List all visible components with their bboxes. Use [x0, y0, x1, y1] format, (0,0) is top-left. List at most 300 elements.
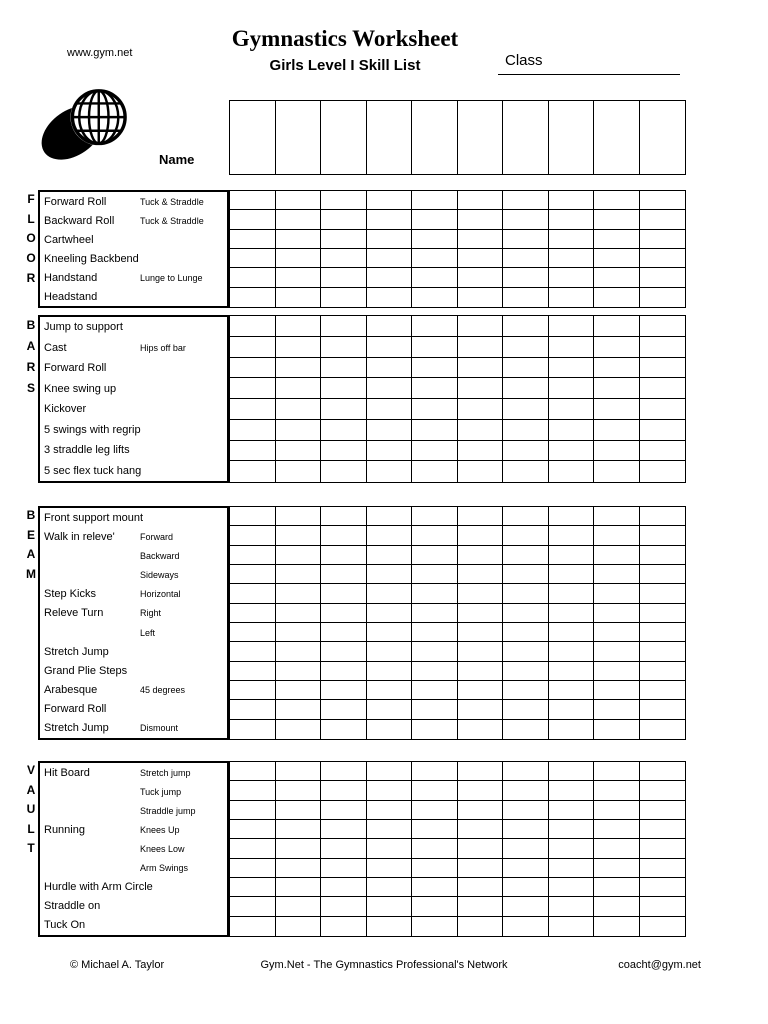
- score-cell: [276, 839, 322, 858]
- score-cell: [412, 461, 458, 482]
- score-cell: [503, 801, 549, 820]
- score-cell: [321, 584, 367, 603]
- score-cell: [594, 288, 640, 307]
- score-cell: [640, 565, 686, 584]
- score-cell: [594, 210, 640, 229]
- skill-row: [40, 916, 227, 935]
- score-cell: [549, 584, 595, 603]
- footer-network-text: Gym.Net - The Gymnastics Professional's Network: [260, 959, 508, 971]
- section-letter: S: [26, 381, 35, 395]
- score-cell: [230, 820, 276, 839]
- score-cell: [321, 700, 367, 719]
- score-cell: [549, 565, 595, 584]
- score-cell: [276, 461, 322, 482]
- score-cell: [458, 781, 504, 800]
- section-letter: R: [26, 270, 36, 285]
- skill-row: [40, 566, 227, 585]
- score-cell: [458, 507, 504, 526]
- score-cell: [230, 337, 276, 358]
- score-cell: [503, 859, 549, 878]
- score-cell: [458, 249, 504, 268]
- score-cell: [503, 700, 549, 719]
- score-cell: [230, 859, 276, 878]
- score-cell: [367, 441, 413, 462]
- score-cell: [594, 762, 640, 781]
- score-cell: [640, 249, 686, 268]
- score-cell: [276, 191, 322, 210]
- score-cell: [594, 191, 640, 210]
- globe-icon: [40, 82, 138, 162]
- skill-name: Handstand: [44, 271, 98, 284]
- score-cell: [276, 230, 322, 249]
- score-cell: [594, 604, 640, 623]
- score-cell: [230, 288, 276, 307]
- score-cell: [503, 526, 549, 545]
- score-cell: [549, 316, 595, 337]
- skill-detail: Backward: [140, 550, 180, 561]
- skill-name: Knee swing up: [44, 382, 117, 395]
- score-cell: [503, 897, 549, 916]
- name-grid-cell: [503, 101, 549, 174]
- score-cell: [230, 700, 276, 719]
- section-letter: L: [27, 211, 35, 226]
- skill-row: [40, 820, 227, 839]
- skill-name: Kickover: [44, 403, 87, 416]
- score-cell: [321, 230, 367, 249]
- score-cell: [276, 681, 322, 700]
- score-cell: [412, 230, 458, 249]
- score-cell: [230, 316, 276, 337]
- section-letters: [24, 506, 38, 584]
- score-cell: [549, 662, 595, 681]
- score-cell: [549, 337, 595, 358]
- score-cell: [367, 681, 413, 700]
- score-cell: [503, 762, 549, 781]
- score-cell: [230, 507, 276, 526]
- score-cell: [230, 681, 276, 700]
- score-cell: [321, 820, 367, 839]
- score-cell: [412, 526, 458, 545]
- score-cell: [321, 507, 367, 526]
- score-cell: [276, 878, 322, 897]
- score-cell: [230, 210, 276, 229]
- score-cell: [367, 565, 413, 584]
- score-cell: [458, 441, 504, 462]
- skill-list-box: [38, 761, 229, 937]
- score-cell: [230, 268, 276, 287]
- score-cell: [412, 623, 458, 642]
- score-cell: [640, 584, 686, 603]
- name-grid-cell: [276, 101, 322, 174]
- score-cell: [230, 378, 276, 399]
- score-cell: [594, 399, 640, 420]
- score-cell: [640, 642, 686, 661]
- score-cell: [458, 917, 504, 936]
- score-cell: [230, 720, 276, 739]
- score-cell: [594, 859, 640, 878]
- score-cell: [367, 316, 413, 337]
- score-cell: [321, 801, 367, 820]
- score-cell: [549, 781, 595, 800]
- score-cell: [230, 420, 276, 441]
- score-cell: [412, 210, 458, 229]
- score-cell: [503, 546, 549, 565]
- score-cell: [458, 316, 504, 337]
- skill-name: Releve Turn: [44, 607, 104, 620]
- score-cell: [230, 584, 276, 603]
- skill-detail: Straddle jump: [140, 805, 196, 816]
- score-cell: [458, 820, 504, 839]
- name-grid-cell: [549, 101, 595, 174]
- skill-row: [40, 763, 227, 782]
- score-cell: [276, 358, 322, 379]
- score-cell: [276, 917, 322, 936]
- skill-row: [40, 623, 227, 642]
- score-cell: [640, 878, 686, 897]
- score-cell: [549, 461, 595, 482]
- score-cell: [230, 191, 276, 210]
- score-cell: [230, 839, 276, 858]
- section-beam: [0, 506, 768, 740]
- score-cell: [549, 526, 595, 545]
- score-cell: [367, 507, 413, 526]
- score-cell: [640, 839, 686, 858]
- score-cell: [594, 681, 640, 700]
- score-cell: [640, 230, 686, 249]
- section-letter: T: [27, 841, 35, 856]
- score-cell: [412, 681, 458, 700]
- score-cell: [503, 681, 549, 700]
- score-cell: [276, 441, 322, 462]
- skill-name: Hurdle with Arm Circle: [44, 881, 153, 894]
- score-cell: [412, 191, 458, 210]
- score-cell: [367, 801, 413, 820]
- score-cell: [594, 546, 640, 565]
- score-cell: [367, 584, 413, 603]
- score-cell: [276, 316, 322, 337]
- section-letter: O: [26, 250, 36, 265]
- score-cell: [458, 337, 504, 358]
- score-cell: [276, 378, 322, 399]
- skill-row: [40, 859, 227, 878]
- skill-row: [40, 317, 227, 338]
- class-label: Class: [505, 52, 543, 69]
- score-cell: [503, 839, 549, 858]
- score-cell: [549, 268, 595, 287]
- score-cell: [230, 546, 276, 565]
- skill-row: [40, 642, 227, 661]
- score-cell: [503, 268, 549, 287]
- score-cell: [276, 720, 322, 739]
- score-cell: [367, 249, 413, 268]
- skill-name: Jump to support: [44, 321, 123, 334]
- skill-name: Cast: [44, 341, 67, 354]
- score-cell: [503, 249, 549, 268]
- score-cell: [640, 546, 686, 565]
- score-cell: [230, 604, 276, 623]
- score-cell: [640, 623, 686, 642]
- website-url: www.gym.net: [67, 47, 133, 59]
- score-cell: [549, 801, 595, 820]
- score-cell: [594, 623, 640, 642]
- score-cell: [458, 681, 504, 700]
- score-cell: [321, 420, 367, 441]
- score-cell: [594, 268, 640, 287]
- score-cell: [503, 358, 549, 379]
- score-cell: [458, 399, 504, 420]
- score-cell: [367, 191, 413, 210]
- skill-name: Running: [44, 823, 85, 836]
- score-cell: [503, 399, 549, 420]
- score-cell: [458, 801, 504, 820]
- skill-row: [40, 268, 227, 287]
- score-cell: [503, 720, 549, 739]
- score-cell: [276, 546, 322, 565]
- score-cell: [367, 546, 413, 565]
- score-cell: [549, 859, 595, 878]
- score-cell: [321, 441, 367, 462]
- section-bars: [0, 315, 768, 483]
- score-cell: [276, 565, 322, 584]
- score-cell: [230, 249, 276, 268]
- page-title: Gymnastics Worksheet: [231, 26, 459, 51]
- score-cell: [549, 546, 595, 565]
- skill-name: 5 swings with regrip: [44, 423, 141, 436]
- name-grid-cell: [321, 101, 367, 174]
- score-cell: [321, 288, 367, 307]
- score-cell: [367, 720, 413, 739]
- score-cell: [276, 623, 322, 642]
- score-cell: [503, 210, 549, 229]
- score-cell: [640, 268, 686, 287]
- score-cell: [230, 878, 276, 897]
- score-cell: [458, 878, 504, 897]
- score-cell: [594, 897, 640, 916]
- skill-row: [40, 801, 227, 820]
- name-grid-cell: [412, 101, 458, 174]
- score-cell: [640, 700, 686, 719]
- score-cell: [367, 781, 413, 800]
- name-grid-cell: [458, 101, 504, 174]
- score-cell: [321, 565, 367, 584]
- skill-detail: Stretch jump: [140, 767, 191, 778]
- score-cell: [412, 584, 458, 603]
- score-grid: [229, 761, 686, 937]
- score-grid: [229, 506, 686, 740]
- score-cell: [367, 420, 413, 441]
- skill-name: Kneeling Backbend: [44, 252, 139, 265]
- score-cell: [594, 917, 640, 936]
- name-grid-cell: [367, 101, 413, 174]
- score-cell: [640, 210, 686, 229]
- skill-list-box: [38, 315, 229, 483]
- skill-list-box: [38, 506, 229, 740]
- score-cell: [640, 441, 686, 462]
- score-cell: [367, 762, 413, 781]
- score-cell: [594, 249, 640, 268]
- score-cell: [412, 565, 458, 584]
- score-cell: [594, 781, 640, 800]
- score-cell: [458, 230, 504, 249]
- score-cell: [458, 762, 504, 781]
- score-cell: [549, 399, 595, 420]
- score-cell: [503, 781, 549, 800]
- score-cell: [549, 210, 595, 229]
- score-cell: [412, 316, 458, 337]
- score-cell: [230, 662, 276, 681]
- score-cell: [276, 859, 322, 878]
- score-cell: [230, 441, 276, 462]
- score-cell: [276, 820, 322, 839]
- score-cell: [503, 378, 549, 399]
- skill-detail: Horizontal: [140, 589, 181, 600]
- score-cell: [549, 897, 595, 916]
- score-cell: [640, 378, 686, 399]
- skill-detail: Lunge to Lunge: [140, 272, 203, 283]
- name-grid-cell: [594, 101, 640, 174]
- score-cell: [549, 604, 595, 623]
- score-cell: [412, 762, 458, 781]
- score-cell: [321, 268, 367, 287]
- page-subtitle: Girls Level I Skill List: [269, 57, 421, 74]
- skill-name: Headstand: [44, 290, 98, 303]
- score-cell: [640, 461, 686, 482]
- score-cell: [230, 358, 276, 379]
- skill-row: [40, 839, 227, 858]
- score-cell: [458, 191, 504, 210]
- score-cell: [594, 507, 640, 526]
- score-cell: [412, 642, 458, 661]
- skill-name: Front support mount: [44, 511, 144, 524]
- score-cell: [412, 820, 458, 839]
- skill-detail: Knees Low: [140, 843, 185, 854]
- score-cell: [549, 249, 595, 268]
- score-cell: [412, 700, 458, 719]
- score-cell: [549, 230, 595, 249]
- skill-detail: Arm Swings: [140, 863, 189, 874]
- skill-name: 5 sec flex tuck hang: [44, 464, 142, 477]
- score-cell: [230, 917, 276, 936]
- score-cell: [640, 337, 686, 358]
- score-cell: [640, 681, 686, 700]
- score-cell: [549, 681, 595, 700]
- score-cell: [412, 839, 458, 858]
- score-cell: [458, 461, 504, 482]
- score-cell: [230, 897, 276, 916]
- score-cell: [321, 642, 367, 661]
- skill-name: Step Kicks: [44, 588, 96, 601]
- score-cell: [458, 378, 504, 399]
- section-floor: [0, 190, 768, 308]
- score-cell: [503, 441, 549, 462]
- score-cell: [503, 316, 549, 337]
- score-cell: [549, 378, 595, 399]
- score-cell: [503, 878, 549, 897]
- score-cell: [276, 642, 322, 661]
- score-cell: [594, 662, 640, 681]
- score-cell: [276, 584, 322, 603]
- skill-row: [40, 897, 227, 916]
- score-cell: [367, 662, 413, 681]
- score-cell: [412, 358, 458, 379]
- score-cell: [594, 642, 640, 661]
- skill-detail: Hips off bar: [140, 342, 186, 353]
- score-cell: [594, 230, 640, 249]
- score-cell: [321, 662, 367, 681]
- score-cell: [321, 878, 367, 897]
- section-letter: U: [26, 802, 36, 817]
- skill-detail: Tuck jump: [140, 786, 182, 797]
- score-cell: [594, 720, 640, 739]
- skill-row: [40, 604, 227, 623]
- score-cell: [276, 507, 322, 526]
- score-cell: [640, 604, 686, 623]
- score-cell: [640, 399, 686, 420]
- score-cell: [230, 642, 276, 661]
- skill-name: Hit Board: [44, 766, 90, 779]
- score-cell: [549, 507, 595, 526]
- score-cell: [367, 642, 413, 661]
- score-cell: [412, 420, 458, 441]
- score-cell: [230, 461, 276, 482]
- score-cell: [230, 399, 276, 420]
- section-letter: V: [26, 763, 35, 777]
- score-cell: [367, 623, 413, 642]
- score-cell: [276, 268, 322, 287]
- score-cell: [367, 839, 413, 858]
- score-cell: [230, 781, 276, 800]
- skill-name: Forward Roll: [44, 195, 107, 208]
- section-letter: A: [26, 339, 36, 353]
- score-cell: [640, 781, 686, 800]
- score-cell: [321, 316, 367, 337]
- skill-list-box: [38, 190, 229, 308]
- score-cell: [503, 642, 549, 661]
- footer-copyright: © Michael A. Taylor: [70, 959, 165, 971]
- score-cell: [640, 191, 686, 210]
- score-cell: [594, 801, 640, 820]
- score-cell: [640, 662, 686, 681]
- section-letter: M: [26, 566, 36, 581]
- skill-row: [40, 230, 227, 249]
- score-cell: [276, 337, 322, 358]
- score-cell: [503, 584, 549, 603]
- section-letter: B: [26, 508, 36, 522]
- score-cell: [640, 859, 686, 878]
- score-cell: [321, 526, 367, 545]
- score-cell: [276, 604, 322, 623]
- score-cell: [276, 420, 322, 441]
- score-cell: [640, 897, 686, 916]
- skill-name: Backward Roll: [44, 214, 115, 227]
- skill-row: [40, 440, 227, 461]
- score-cell: [276, 781, 322, 800]
- score-cell: [549, 762, 595, 781]
- score-cell: [549, 820, 595, 839]
- score-cell: [594, 441, 640, 462]
- score-cell: [640, 316, 686, 337]
- name-grid-cell: [640, 101, 686, 174]
- skill-row: [40, 420, 227, 441]
- skill-name: Forward Roll: [44, 703, 107, 716]
- score-cell: [640, 358, 686, 379]
- skill-name: Straddle on: [44, 900, 101, 913]
- skill-row: [40, 527, 227, 546]
- score-cell: [503, 604, 549, 623]
- score-cell: [458, 288, 504, 307]
- score-cell: [321, 623, 367, 642]
- score-cell: [594, 878, 640, 897]
